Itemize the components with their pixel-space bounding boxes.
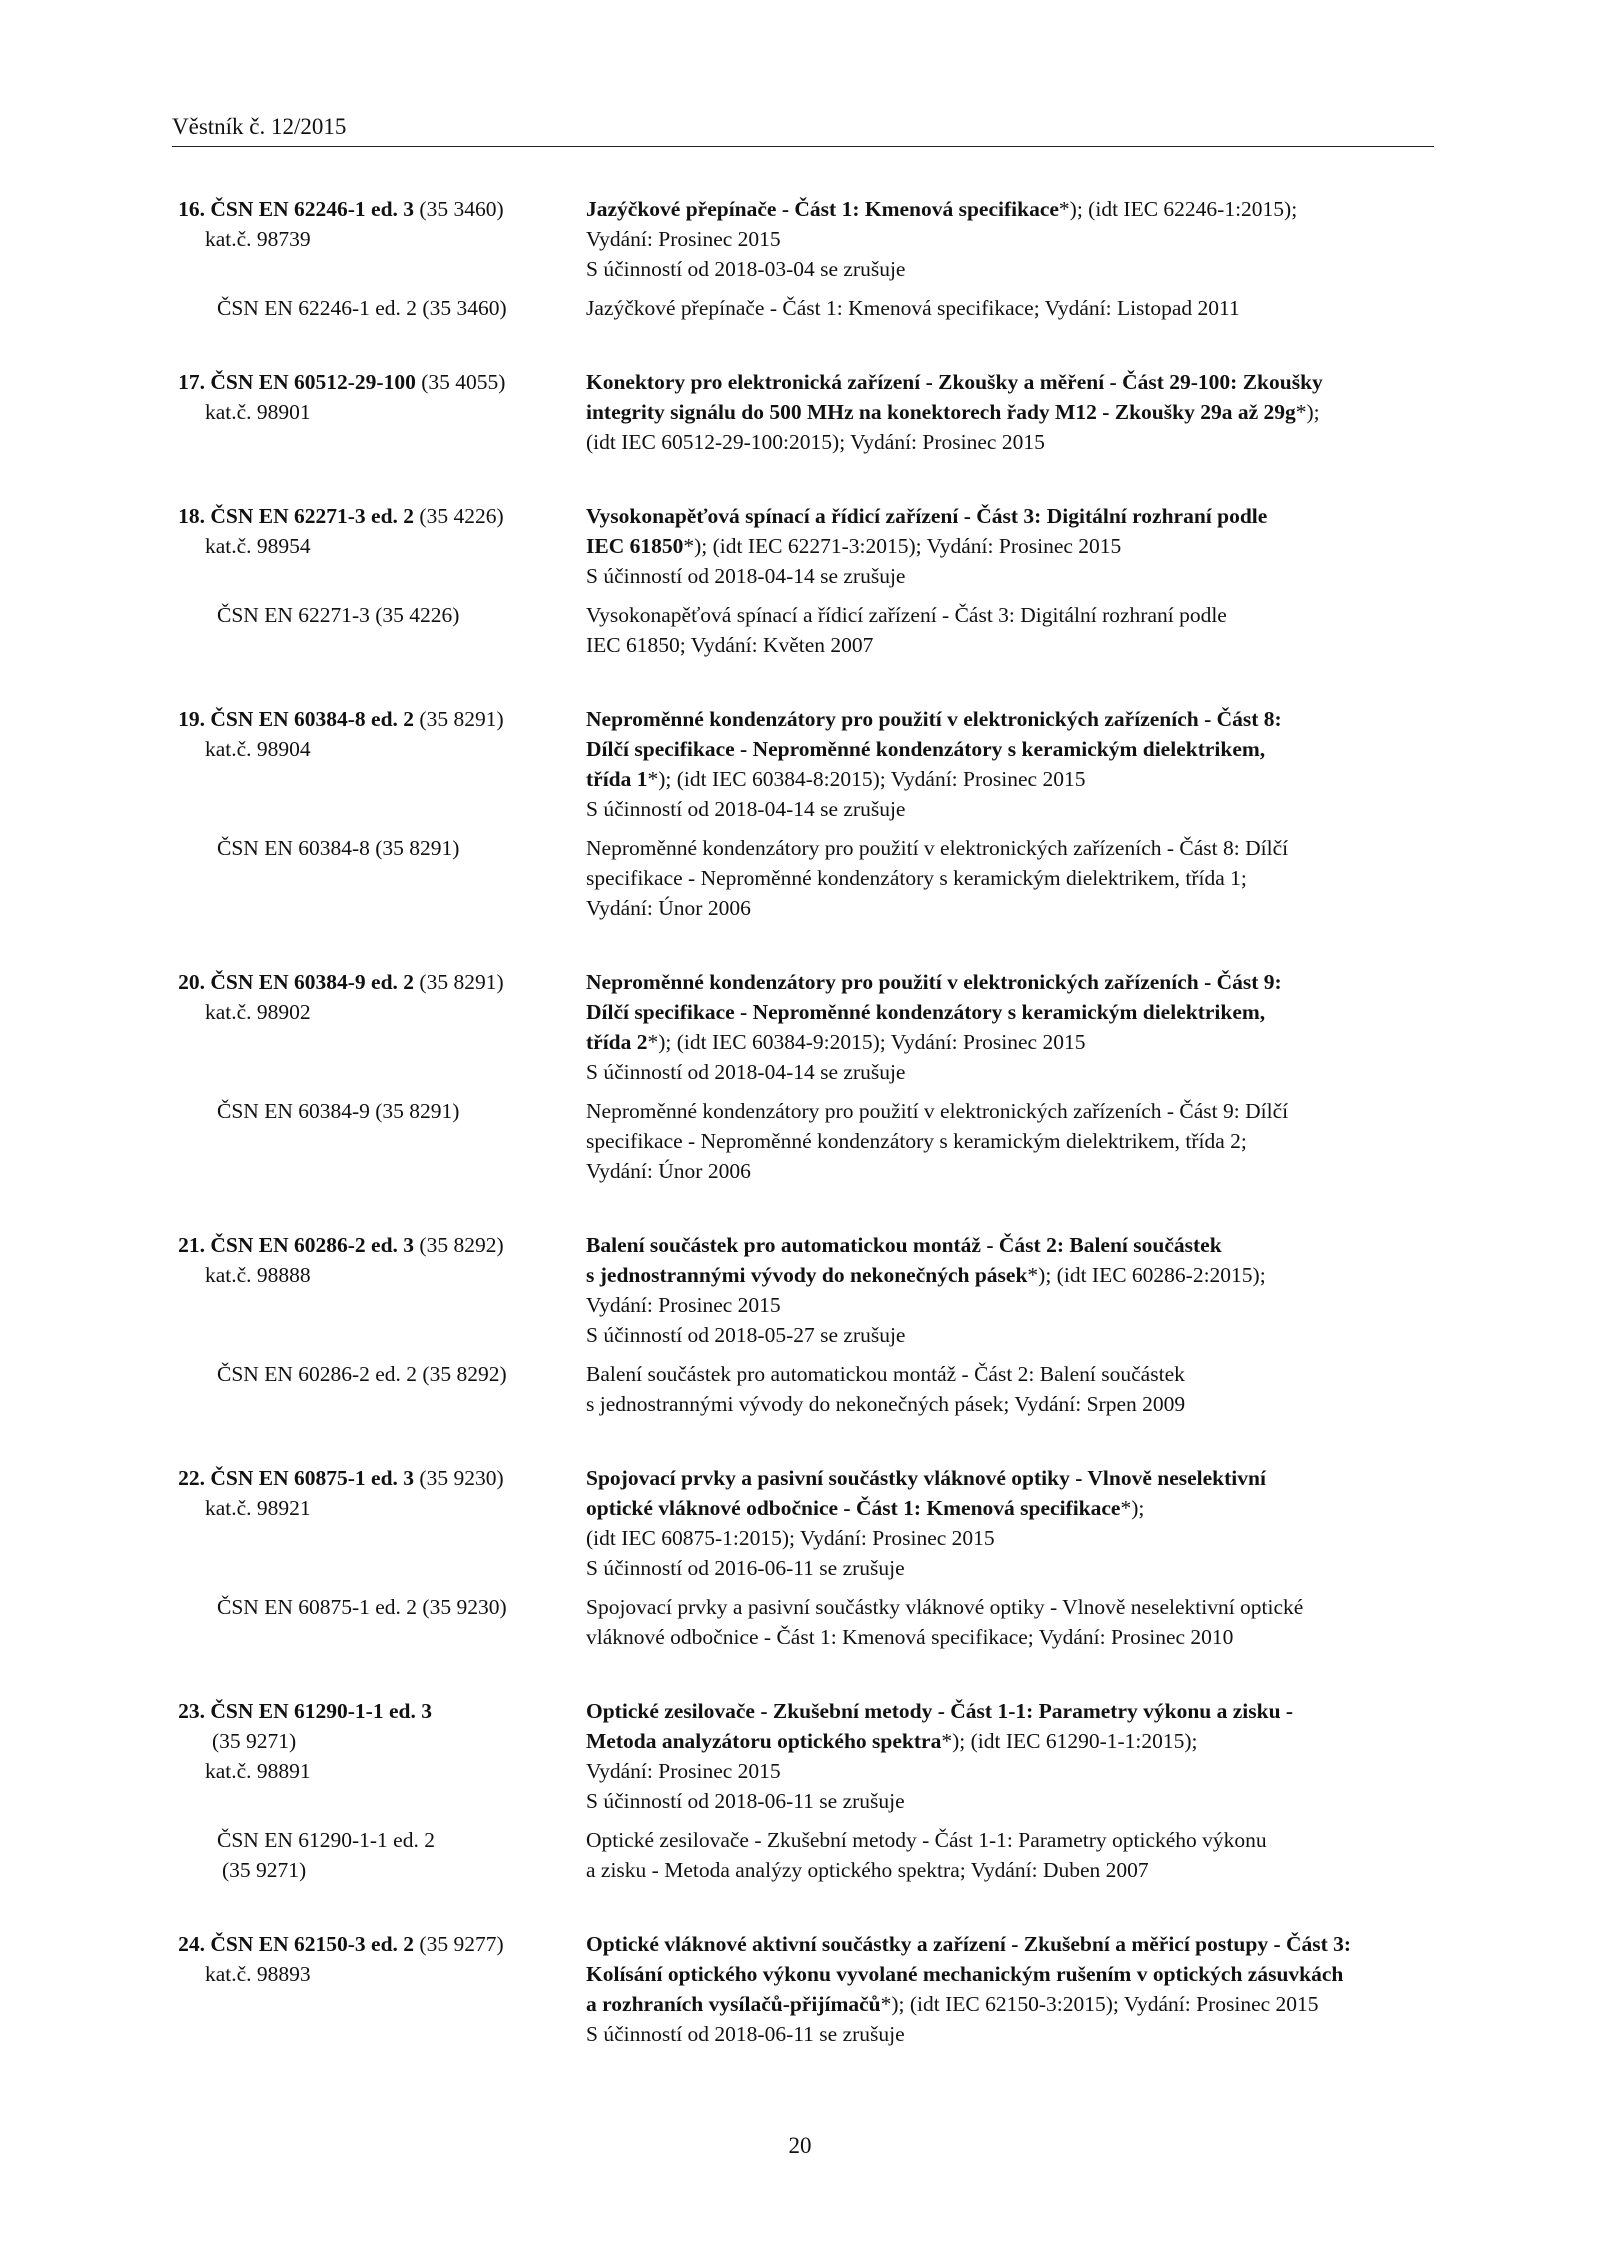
catalog-number: kat.č. 98902 xyxy=(205,1000,311,1024)
standard-designation xyxy=(172,194,586,254)
description-line: Balení součástek pro automatickou montáž - Část 2: Balení součástek xyxy=(586,1362,1185,1386)
catalog-number: kat.č. 98891 xyxy=(205,1759,311,1783)
classification-code: (35 9277) xyxy=(419,1932,504,1956)
classification-code: (35 3460) xyxy=(419,197,504,221)
title-detail: Vydání: Prosinec 2015 xyxy=(586,227,781,251)
title-detail: *); xyxy=(1120,1496,1145,1520)
standard-entry xyxy=(172,367,1434,457)
standard-code: ČSN EN 60384-8 ed. 2 xyxy=(210,707,415,731)
title-detail: *); xyxy=(1295,400,1320,424)
page-number: 20 xyxy=(788,2133,812,2158)
catalog-number: kat.č. 98888 xyxy=(205,1263,311,1287)
description-line xyxy=(586,704,1434,734)
replaced-standard-code: ČSN EN 60875-1 ed. 2 (35 9230) xyxy=(217,1595,507,1619)
standard-code: ČSN EN 62246-1 ed. 3 xyxy=(210,197,415,221)
description-line xyxy=(586,2019,1434,2049)
standard-code: ČSN EN 62150-3 ed. 2 xyxy=(210,1932,415,1956)
title-bold: Neproměnné kondenzátory pro použití v elektronických zařízeních - Část 8: xyxy=(586,707,1282,731)
description-line xyxy=(586,501,1434,531)
standard-designation xyxy=(172,704,586,764)
description-line: specifikace - Neproměnné kondenzátory s keramickým dielektrikem, třída 2; xyxy=(586,1129,1247,1153)
classification-code: (35 4055) xyxy=(421,370,506,394)
replaced-standard-designation xyxy=(172,1592,586,1622)
description-line xyxy=(586,1756,1434,1786)
title-bold: Optické vláknové aktivní součástky a zařízení - Zkušební a měřicí postupy - Část 3: xyxy=(586,1932,1352,1956)
replaced-standard-description xyxy=(586,1096,1434,1186)
standard-entry xyxy=(172,1463,1434,1652)
standard-code: ČSN EN 62271-3 ed. 2 xyxy=(210,504,415,528)
title-detail: Vydání: Prosinec 2015 xyxy=(586,1759,781,1783)
new-standard-row xyxy=(172,704,1434,824)
standard-designation xyxy=(172,367,586,427)
title-bold: IEC 61850 xyxy=(586,534,684,558)
title-detail: *); (idt IEC 62150-3:2015); Vydání: Prosinec 2015 xyxy=(880,1992,1319,2016)
standard-entry xyxy=(172,967,1434,1186)
description-line: Neproměnné kondenzátory pro použití v elektronických zařízeních - Část 8: Dílčí xyxy=(586,836,1289,860)
standard-description xyxy=(586,967,1434,1087)
catalog-number: kat.č. 98739 xyxy=(205,227,311,251)
catalog-number: kat.č. 98921 xyxy=(205,1496,311,1520)
catalog-number: kat.č. 98954 xyxy=(205,534,311,558)
replaced-standard-designation xyxy=(172,1096,586,1126)
description-line xyxy=(586,224,1434,254)
description-line xyxy=(586,1493,1434,1523)
description-line xyxy=(586,1057,1434,1087)
entry-number: 18. xyxy=(178,504,205,528)
catalog-number: kat.č. 98901 xyxy=(205,400,311,424)
new-standard-row xyxy=(172,1696,1434,1816)
title-detail: S účinností od 2018-04-14 se zrušuje xyxy=(586,564,906,588)
replaced-standard-code: ČSN EN 62246-1 ed. 2 (35 3460) xyxy=(217,296,507,320)
entry-number: 21. xyxy=(178,1233,205,1257)
replaced-standard-row xyxy=(172,1592,1434,1652)
title-detail: *); (idt IEC 60384-8:2015); Vydání: Prosinec 2015 xyxy=(647,767,1086,791)
description-line xyxy=(586,1553,1434,1583)
title-detail: *); (idt IEC 60286-2:2015); xyxy=(1027,1263,1266,1287)
title-detail: Vydání: Prosinec 2015 xyxy=(586,1293,781,1317)
title-detail: (idt IEC 60512-29-100:2015); Vydání: Prosinec 2015 xyxy=(586,430,1045,454)
standard-description xyxy=(586,1230,1434,1350)
title-bold: s jednostrannými vývody do nekonečných pásek xyxy=(586,1263,1028,1287)
description-line: Vydání: Únor 2006 xyxy=(586,896,751,920)
classification-code: (35 9230) xyxy=(419,1466,504,1490)
description-line: Vydání: Únor 2006 xyxy=(586,1159,751,1183)
standard-code: ČSN EN 61290-1-1 ed. 3 xyxy=(210,1699,432,1723)
replaced-standard-designation xyxy=(172,600,586,630)
replaced-standard-row xyxy=(172,1359,1434,1419)
standard-entry xyxy=(172,1929,1434,2049)
description-line xyxy=(586,967,1434,997)
description-line: Spojovací prvky a pasivní součástky vláknové optiky - Vlnově neselektivní optické xyxy=(586,1595,1304,1619)
description-line xyxy=(586,1929,1434,1959)
new-standard-row xyxy=(172,501,1434,591)
replaced-standard-description xyxy=(586,1359,1434,1419)
replaced-standard-row xyxy=(172,1096,1434,1186)
description-line: Vysokonapěťová spínací a řídicí zařízení - Část 3: Digitální rozhraní podle xyxy=(586,603,1227,627)
standard-code: ČSN EN 60384-9 ed. 2 xyxy=(210,970,415,994)
replaced-standard-description xyxy=(586,600,1434,660)
replaced-standard-row xyxy=(172,1825,1434,1885)
standard-designation xyxy=(172,1230,586,1290)
new-standard-row xyxy=(172,367,1434,457)
description-line: Jazýčkové přepínače - Část 1: Kmenová specifikace; Vydání: Listopad 2011 xyxy=(586,296,1240,320)
title-bold: třída 2 xyxy=(586,1030,648,1054)
replaced-standard-code: ČSN EN 61290-1-1 ed. 2 xyxy=(217,1828,435,1852)
standard-entry xyxy=(172,194,1434,323)
replaced-standard-designation xyxy=(172,293,586,323)
standard-entry xyxy=(172,1230,1434,1419)
entry-number: 19. xyxy=(178,707,205,731)
title-bold: a rozhraních vysílačů-přijímačů xyxy=(586,1992,881,2016)
description-line xyxy=(586,427,1434,457)
replaced-standard-description xyxy=(586,1592,1434,1652)
title-bold: Kolísání optického výkonu vyvolané mechanickým rušením v optických zásuvkách xyxy=(586,1962,1344,1986)
description-line xyxy=(586,1027,1434,1057)
title-detail: S účinností od 2018-05-27 se zrušuje xyxy=(586,1323,906,1347)
replaced-standard-description xyxy=(586,833,1434,923)
standard-designation xyxy=(172,501,586,561)
description-line xyxy=(586,764,1434,794)
description-line: a zisku - Metoda analýzy optického spektra; Vydání: Duben 2007 xyxy=(586,1858,1149,1882)
replaced-standard-row xyxy=(172,833,1434,923)
standard-designation xyxy=(172,1929,586,1989)
replaced-standard-code: ČSN EN 60384-9 (35 8291) xyxy=(217,1099,460,1123)
description-line xyxy=(586,1320,1434,1350)
standard-description xyxy=(586,194,1434,284)
title-detail: S účinností od 2018-03-04 se zrušuje xyxy=(586,257,906,281)
description-line: IEC 61850; Vydání: Květen 2007 xyxy=(586,633,874,657)
description-line xyxy=(586,1726,1434,1756)
standard-designation xyxy=(172,1463,586,1523)
description-line xyxy=(586,397,1434,427)
replaced-standard-designation xyxy=(172,1359,586,1389)
entry-number: 23. xyxy=(178,1699,205,1723)
classification-code: (35 8291) xyxy=(419,970,504,994)
title-bold: Neproměnné kondenzátory pro použití v elektronických zařízeních - Část 9: xyxy=(586,970,1282,994)
replaced-standard-designation xyxy=(172,833,586,863)
title-detail: (idt IEC 60875-1:2015); Vydání: Prosinec 2015 xyxy=(586,1526,995,1550)
title-detail: S účinností od 2018-06-11 se zrušuje xyxy=(586,2022,905,2046)
description-line: Neproměnné kondenzátory pro použití v elektronických zařízeních - Část 9: Dílčí xyxy=(586,1099,1289,1123)
description-line xyxy=(586,1959,1434,1989)
standard-description xyxy=(586,704,1434,824)
entry-number: 17. xyxy=(178,370,205,394)
description-line xyxy=(586,561,1434,591)
title-detail: S účinností od 2016-06-11 se zrušuje xyxy=(586,1556,905,1580)
replaced-standard-description xyxy=(586,1825,1434,1885)
description-line xyxy=(586,1786,1434,1816)
replaced-standard-row xyxy=(172,600,1434,660)
replaced-standard-code: ČSN EN 60384-8 (35 8291) xyxy=(217,836,460,860)
title-detail: *); (idt IEC 61290-1-1:2015); xyxy=(941,1729,1198,1753)
classification-code: (35 8292) xyxy=(419,1233,504,1257)
title-bold: integrity signálu do 500 MHz na konektorech řady M12 - Zkoušky 29a až 29g xyxy=(586,400,1296,424)
replaced-standard-row xyxy=(172,293,1434,323)
title-bold: Optické zesilovače - Zkušební metody - Část 1-1: Parametry výkonu a zisku - xyxy=(586,1699,1294,1723)
title-bold: Jazýčkové přepínače - Část 1: Kmenová specifikace xyxy=(586,197,1059,221)
standard-entry xyxy=(172,704,1434,923)
title-bold: Dílčí specifikace - Neproměnné kondenzátory s keramickým dielektrikem, xyxy=(586,737,1266,761)
description-line xyxy=(586,367,1434,397)
description-line xyxy=(586,1989,1434,2019)
classification-code: (35 9271) xyxy=(222,1858,307,1882)
standard-entry xyxy=(172,1696,1434,1885)
classification-code: (35 8291) xyxy=(419,707,504,731)
description-line xyxy=(586,1290,1434,1320)
description-line xyxy=(586,1230,1434,1260)
replaced-standard-designation xyxy=(172,1825,586,1885)
new-standard-row xyxy=(172,1463,1434,1583)
standard-entry xyxy=(172,501,1434,660)
description-line: Optické zesilovače - Zkušební metody - Část 1-1: Parametry optického výkonu xyxy=(586,1828,1267,1852)
standard-description xyxy=(586,1696,1434,1816)
title-bold: optické vláknové odbočnice - Část 1: Kmenová specifikace xyxy=(586,1496,1121,1520)
standard-designation xyxy=(172,1696,586,1786)
standard-code: ČSN EN 60286-2 ed. 3 xyxy=(210,1233,415,1257)
description-line: specifikace - Neproměnné kondenzátory s keramickým dielektrikem, třída 1; xyxy=(586,866,1247,890)
standard-description xyxy=(586,1463,1434,1583)
entry-number: 22. xyxy=(178,1466,205,1490)
entry-number: 20. xyxy=(178,970,205,994)
description-line xyxy=(586,1463,1434,1493)
standard-description xyxy=(586,367,1434,457)
title-bold: Spojovací prvky a pasivní součástky vláknové optiky - Vlnově neselektivní xyxy=(586,1466,1266,1490)
standard-description xyxy=(586,1929,1434,2049)
title-bold: Metoda analyzátoru optického spektra xyxy=(586,1729,942,1753)
entry-number: 16. xyxy=(178,197,205,221)
description-line xyxy=(586,254,1434,284)
title-detail: *); (idt IEC 62246-1:2015); xyxy=(1058,197,1298,221)
title-bold: Konektory pro elektronická zařízení - Zkoušky a měření - Část 29-100: Zkoušky xyxy=(586,370,1323,394)
title-detail: S účinností od 2018-04-14 se zrušuje xyxy=(586,1060,906,1084)
page-header-title: Věstník č. 12/2015 xyxy=(172,114,347,139)
title-detail: S účinností od 2018-06-11 se zrušuje xyxy=(586,1789,905,1813)
description-line: vláknové odbočnice - Část 1: Kmenová specifikace; Vydání: Prosinec 2010 xyxy=(586,1625,1234,1649)
new-standard-row xyxy=(172,1929,1434,2049)
description-line xyxy=(586,1696,1434,1726)
replaced-standard-description xyxy=(586,293,1434,323)
title-bold: Vysokonapěťová spínací a řídicí zařízení - Část 3: Digitální rozhraní podle xyxy=(586,504,1268,528)
new-standard-row xyxy=(172,967,1434,1087)
description-line: s jednostrannými vývody do nekonečných pásek; Vydání: Srpen 2009 xyxy=(586,1392,1186,1416)
title-bold: třída 1 xyxy=(586,767,648,791)
entry-number: 24. xyxy=(178,1932,205,1956)
standard-code: ČSN EN 60875-1 ed. 3 xyxy=(210,1466,415,1490)
title-detail: *); (idt IEC 60384-9:2015); Vydání: Prosinec 2015 xyxy=(647,1030,1086,1054)
standard-description xyxy=(586,501,1434,591)
description-line xyxy=(586,997,1434,1027)
replaced-standard-code: ČSN EN 60286-2 ed. 2 (35 8292) xyxy=(217,1362,507,1386)
standards-list xyxy=(172,194,1434,2093)
description-line xyxy=(586,531,1434,561)
catalog-number: kat.č. 98904 xyxy=(205,737,311,761)
description-line xyxy=(586,734,1434,764)
description-line xyxy=(586,1523,1434,1553)
standard-code: ČSN EN 60512-29-100 xyxy=(210,370,416,394)
replaced-standard-code: ČSN EN 62271-3 (35 4226) xyxy=(217,603,460,627)
title-bold: Dílčí specifikace - Neproměnné kondenzátory s keramickým dielektrikem, xyxy=(586,1000,1266,1024)
classification-code: (35 4226) xyxy=(419,504,504,528)
title-bold: Balení součástek pro automatickou montáž - Část 2: Balení součástek xyxy=(586,1233,1222,1257)
new-standard-row xyxy=(172,194,1434,284)
title-detail: S účinností od 2018-04-14 se zrušuje xyxy=(586,797,906,821)
title-detail: *); (idt IEC 62271-3:2015); Vydání: Prosinec 2015 xyxy=(683,534,1122,558)
standard-designation xyxy=(172,967,586,1027)
classification-code: (35 9271) xyxy=(212,1729,297,1753)
new-standard-row xyxy=(172,1230,1434,1350)
description-line xyxy=(586,1260,1434,1290)
description-line xyxy=(586,794,1434,824)
header-rule xyxy=(172,146,1434,147)
description-line xyxy=(586,194,1434,224)
catalog-number: kat.č. 98893 xyxy=(205,1962,311,1986)
